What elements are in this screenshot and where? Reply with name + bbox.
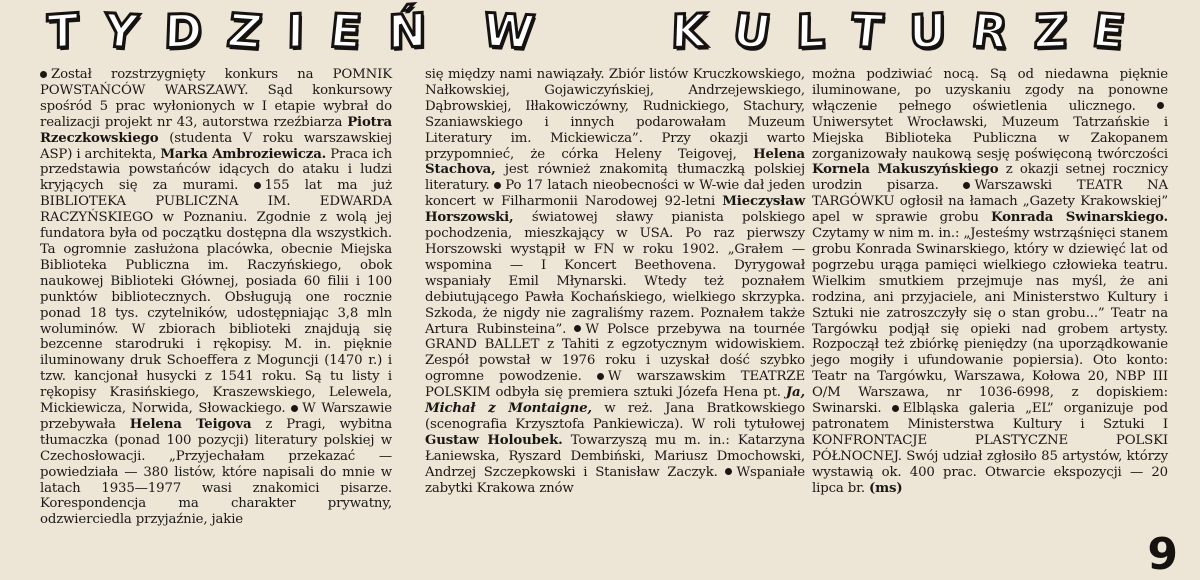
page-number: 9 [1147,529,1178,580]
text-run: Po 17 latach nieobecności w W-wie dał jeden koncert w Filharmonii Narodowej 92-letni [425,178,805,210]
article-columns [40,67,1170,557]
title-word-kulturze [658,2,1137,60]
column-text [812,67,1168,496]
text-run: (studenta V roku warszawskiej ASP) i architekta, [40,130,392,162]
title-word-tydzien [34,2,439,60]
title-letter: Z [224,3,265,59]
title-letter: E [327,3,365,59]
bold-name: Gustaw Holoubek. [425,432,563,448]
text-run: Czytamy w nim m. in.: „Jesteśmy wstrząśnięci stanem grobu Konrada Swinarskiego, który w dziewięć lat od pogrzebu urąga pamięci wielkiego człowieka teatru. Wielkim smutkiem przejmuje nas myśl, że ani rodzina, ani przyjaciele, ani Ministerstwo Kultury i Sztuki nie zatroszczyły się o stan grobu...” Teatr na Targówku podjął się opieki nad grobem artysty. Rozpoczął też zbiórkę pieniędzy (na uporządkowanie jego mogiły i ufundowanie popiersia). Oto konto: Teatr na Targówku, Warszawa, Kołowa 20, NBP III O/M Warszawa, nr 1036-6998, z dopiskiem: Swinarski. [812,226,1168,417]
article-column-1 [40,67,392,528]
text-run: Elbląska galeria „EL” organizuje pod patronatem Ministerstwa Kultury i Sztuki I KONFRONTACJE PLASTYCZNE POLSKI PÓŁNOCNEJ. Swój udział zgłosiło 85 artystów, którzy wystawią ok. 400 prac. Otwarcie ekspozycji — 20 lipca br. [812,401,1168,496]
bullet-icon [1157,102,1164,109]
title-letter: E [1089,3,1129,59]
text-run: Praca ich przedstawia powstańców idących do ataku i ludzi kryjących się za murami. [40,146,392,194]
bullet-icon [40,71,47,78]
title-letter: W [479,2,538,60]
title-letter: Y [101,3,141,59]
title-letter: T [47,2,79,60]
article-column-3 [812,67,1168,496]
column-text [40,67,392,528]
text-run: można podziwiać nocą. Są od niedawna pięknie iluminowane, po uzyskaniu zgody na ponowne włączenie pełnego oświetlenia ulicznego. [812,67,1168,114]
bold-name: Helena Teigova [129,416,252,432]
bullet-icon [597,373,604,380]
title-letter: U [728,2,774,60]
text-run: Towarzyszą mu m. in.: Katarzyna Łaniewska, Ryszard Dembiński, Mariusz Dmochowski, Andrzej Szczepkowski i Stanisław Zaczyk. [425,432,805,480]
title-letter: I [286,3,305,59]
text-run: W Polsce przebywa na tournée GRAND BALLET z Tahiti z egzotycznym widowiskiem. Zespół powstał w 1976 roku i uzyskał dość szybko ogromne powodzenie. [425,321,805,385]
text-run: Uniwersytet Wrocławski, Muzeum Tatrzańskie i Miejska Biblioteka Publiczna w Zakopanem zorganizowały naukową sesję poświęconą twórczości [812,114,1168,162]
text-run: Został rozstrzygnięty konkurs na POMNIK POWSTAŃCÓW WARSZAWY. Sąd konkursowy spośród 5 prac wyłonionych w I etapie wybrał do realizacji projekt nr 43, autorstwa rzeźbiarza [40,67,392,130]
bold-name: Helena Stachova, [425,146,805,178]
bullet-icon [892,405,899,412]
bullet-icon [963,182,970,189]
title-word-w [470,2,547,60]
text-run: Warszawski TEATR NA TARGÓWKU ogłosił na łamach „Gazety Krakowskiej” apel w sprawie grobu [812,178,1168,226]
title-letter: U [908,2,947,60]
title-letter: Z [1032,3,1068,59]
work-title: Ja, Michał z Montaigne, [425,385,805,417]
title-letter: D [162,3,203,59]
bold-name: Marka Ambroziewicza. [160,146,327,162]
bullet-icon [291,405,298,412]
bold-name: Kornela Makuszyńskiego [812,162,999,178]
title-letter: K [670,3,708,59]
title-letter: Ń [387,2,427,60]
column-text [425,67,805,496]
bullet-icon [725,468,732,475]
text-run: jest również znakomitą tłumaczką polskiej literatury. [425,162,805,194]
bullet-icon [254,182,261,189]
text-run: w reż. Jana Bratkowskiego (scenografia Krzysztofa Pankiewicza). W roli tytułowej [425,401,805,432]
section-title [0,0,1200,66]
title-letter: T [848,3,886,59]
text-run: Wspaniałe zabytki Krakowa znów [425,464,805,496]
text-run: 155 lat ma już BIBLIOTEKA PUBLICZNA IM. EDWARDA RACZYŃSKIEGO w Poznaniu. Zgodnie z wolą jej fundatora była od początku dostępna dla wszystkich. Ta ogromnie zasłużona placówka, obecnie Miejska Biblioteka Publiczna im. Raczyńskiego, obok naukowej Biblioteki Głównej, posiada 60 filii i 100 punktów bibliotecznych. Obsługują one rocznie ponad 18 tys. czytelników, udostępniając 3,8 mln woluminów. W zbiorach biblioteki znajdują się bezcenne starodruki i rękopisy. M. in. pięknie iluminowany druk Schoeffera z Moguncji (1470 r.) i tzw. kancjonał husycki z 1541 roku. Są tu listy i rękopisy Krasińskiego, Kraszewskiego, Lelewela, Mickiewicza, Norwida, Słowackiego. [40,178,392,417]
text-run: się między nami nawiązały. Zbiór listów Kruczkowskiego, Nałkowskiej, Gojawiczyńskiej, Andrzejewskiego, Dąbrowskiej, Iłłakowiczówny, Rudnickiego, Stachury, Szaniawskiego i innych podarowałam Muzeum Literatury im. Mickiewicza”. Przy okazji warto przypomnieć, że córka Heleny Teigovej, [425,67,805,162]
text-run: W warszawskim TEATRZE POLSKIM odbyła się premiera sztuki Józefa Hena pt. [425,369,805,401]
text-run: z Pragi, wybitna tłumaczka (ponad 100 pozycji) literatury polskiej w Czechosłowacji. „Przyjechałam przekazać — powiedziała — 380 listów, które napisali do mnie w latach 1935—1977 wasi znakomici pisarze. Korespondencja ma charakter prywatny, odzwierciedla przyjaźnie, jakie [40,416,392,528]
bold-name: Konrada Swinarskiego. [990,210,1168,226]
bold-name: Mieczysław Horszowski, [425,194,805,226]
bold-name: (ms) [868,480,903,496]
text-run: W Warszawie przebywała [40,401,392,432]
title-letter: R [968,3,1011,59]
text-run: światowej sławy pianista polskiego pochodzenia, mieszkający w USA. Po raz pierwszy Horszowski wystąpił w FN w roku 1902. „Grałem — wspomina — I Koncert Beethovena. Dyrygował wspaniały Emil Młynarski. Wtedy też poznałem debiutującego Pawła Kochańskiego, wielkiego skrzypka. Szkoda, że nigdy nie zagraliśmy razem. Poznałem także Artura Rubinsteina”. [425,210,805,337]
bullet-icon [494,182,501,189]
bullet-icon [574,325,581,332]
bold-name: Piotra Rzeczkowskiego [40,114,392,146]
text-run: z okazji setnej rocznicy urodzin pisarza. [812,162,1168,194]
article-column-2 [425,67,805,496]
title-letter: L [795,3,826,59]
